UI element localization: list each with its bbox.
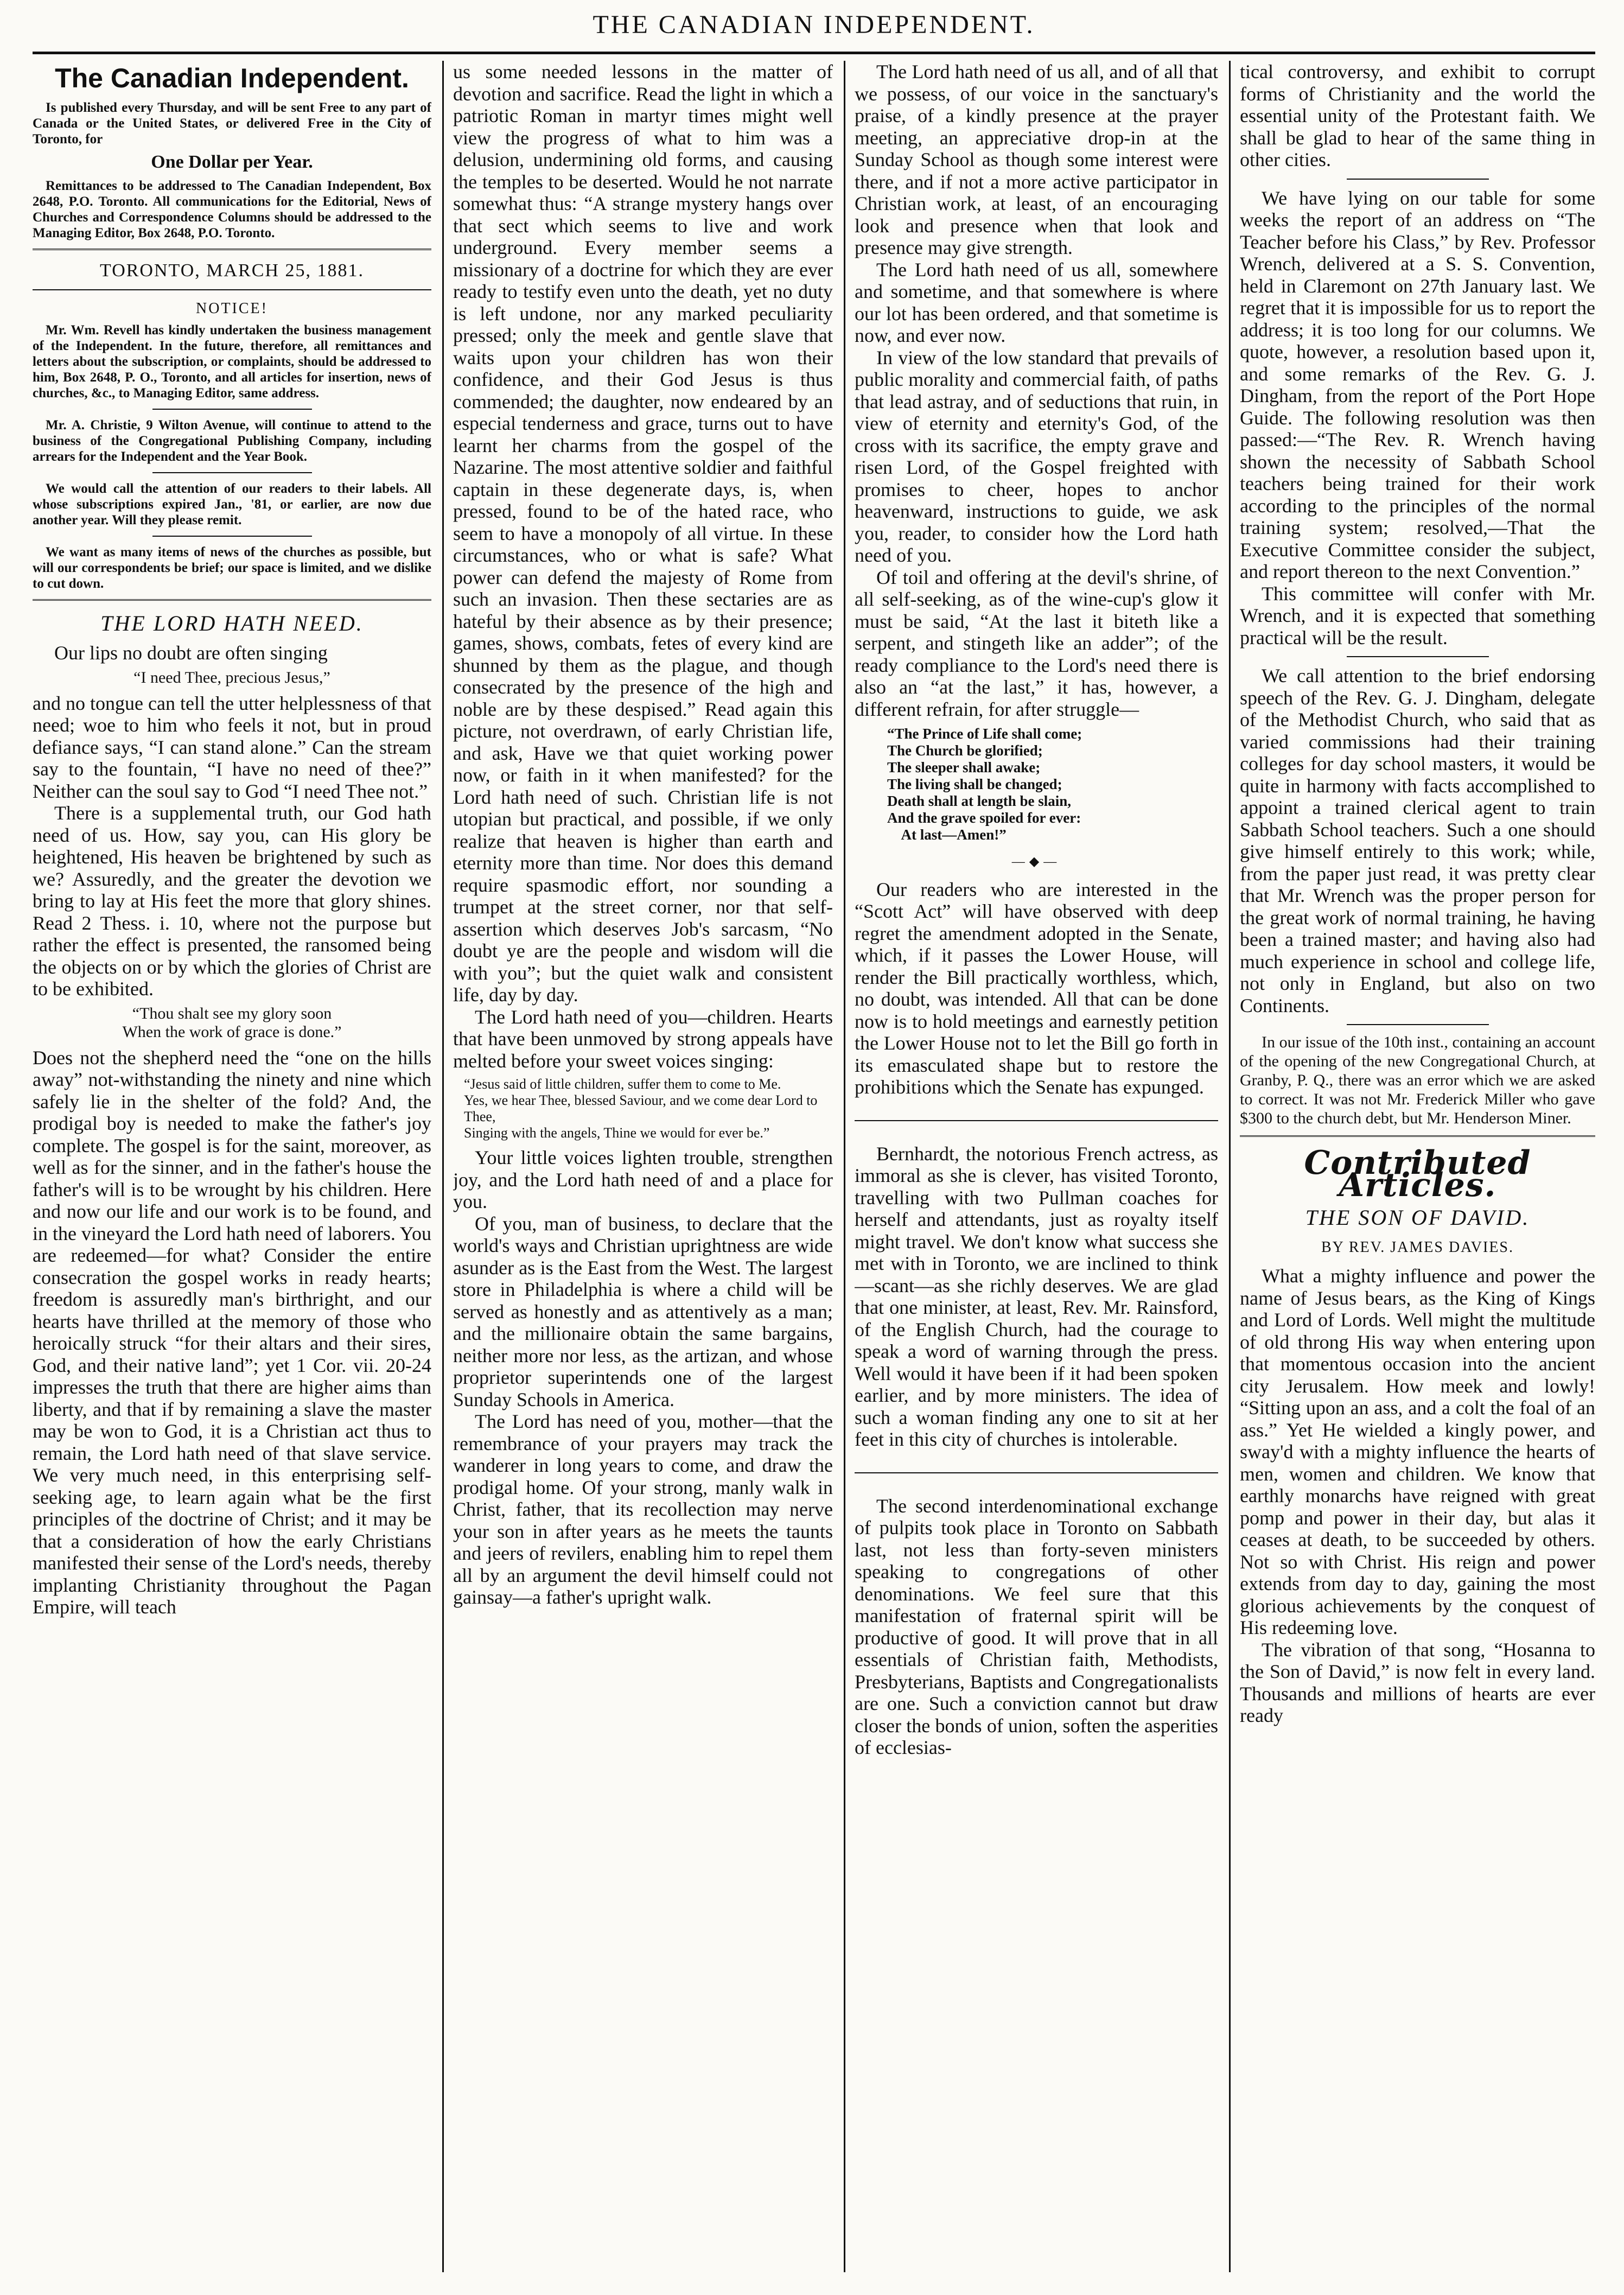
column-rule: [442, 61, 444, 2272]
paragraph: In view of the low standard that prevails of public morality and commercial faith, of paths that lead astray, and of seductions that ruin, in view of eternity and eternity's God, of the cross with its sacrifice, the empty grave and risen Lord, of the Gospel freighted with promises to cheer, hopes to anchor heavenward, instructions to guide, we ask you, reader, to consider how the Lord hath need of you.: [855, 346, 1218, 566]
poem-line: The sleeper shall awake;: [887, 759, 1041, 775]
divider: [152, 472, 312, 473]
remittance-info: Remittances to be addressed to The Canadian Independent, Box 2648, P.O. Toronto. All communications for the Editorial, News of Churches and Correspondence Columns should be addressed to the Managing Editor, Box 2648, P.O. Toronto.: [33, 178, 431, 240]
poem: [887, 726, 1218, 843]
column-rule: [844, 61, 845, 2272]
paragraph: tical controversy, and exhibit to corrupt forms of Christianity and the world the essential unity of the Protestant faith. We shall be glad to hear of the same thing in other cities.: [1240, 61, 1595, 170]
column-rule: [1229, 61, 1231, 2272]
column-1: [33, 61, 431, 2272]
divider: [152, 536, 312, 537]
paragraph: The Lord hath need of you—children. Hearts that have been unmoved by strong appeals have melted before your sweet voices singing:: [453, 1006, 833, 1072]
poem-line: “The Prince of Life shall come;: [887, 726, 1082, 742]
poem-line: And the grave spoiled for ever:: [887, 810, 1081, 826]
divider: [33, 249, 431, 252]
paragraph: Of you, man of business, to declare that the world's ways and Christian uprightness are wide asunder as is the East from the West. The largest store in Philadelphia is where a child will be served as honestly and as attentively as a man; and the millionaire obtain the same bargains, neither more nor less, as the artizan, and whose proprietor superintends one of the largest Sunday Schools in America.: [453, 1212, 833, 1410]
column-4: [1240, 61, 1595, 2272]
paragraph: The Lord hath need of us all, and of all that we possess, of our voice in the sanctuary's praise, of a kindly presence at the prayer meeting, an appreciative drop-in at the Sunday School as though some interest were there, and if not a more active participator in Christian work, at least, of an encouraging look and presence when that look and presence may give strength.: [855, 61, 1218, 258]
subscription-price: One Dollar per Year.: [151, 152, 313, 172]
verse-quote: When the work of grace is done.”: [122, 1022, 342, 1041]
notice-revell: Mr. Wm. Revell has kindly undertaken the business management of the Independent. In the future, therefore, all remittances and letters about the subscription, or complaints, should be addressed to him, Box 2648, P. O., Toronto, and all articles for insertion, news of churches, &c., to Managing Editor, same address.: [33, 322, 431, 400]
divider: [33, 599, 431, 603]
paragraph: There is a supplemental truth, our God hath need of us. How, say you, can His glory be heightened, His heaven be brightened by such as we? Assuredly, and the greater the devotion we bring to lay at His feet the more that glory shines. Read 2 Thess. i. 10, where not the purpose but rather the effect is presented, the ransomed being the objects on or by which the glories of Christ are to be exhibited.: [33, 802, 431, 1000]
divider: [33, 289, 431, 290]
column-2: [453, 61, 833, 2272]
paragraph: Of toil and offering at the devil's shrine, of all self-seeking, as of the wine-cup's glow it must be said, “At the last it biteth like a serpent, and stingeth like an adder”; of the ready compliance to the Lord's need there is also an “at the last,” it has, however, a different refrain, for after struggle—: [855, 566, 1218, 720]
masthead-rule: [33, 52, 1595, 54]
correction-notice: In our issue of the 10th inst., containing an account of the opening of the new Congregational Church, at Granby, P. Q., there was an error which we are asked to correct. It was not Mr. Frederick Miller who gave $300 to the church debt, but Mr. Henderson Miner.: [1240, 1033, 1595, 1127]
notice-labels: We would call the attention of our readers to their labels. All whose subscriptions expired Jan., '81, or earlier, are now due another year. Will they please remit.: [33, 481, 431, 527]
section-heading: Contributed Articles.: [1304, 1144, 1531, 1204]
divider: [1347, 1024, 1489, 1025]
poem-line: The living shall be changed;: [887, 776, 1062, 792]
column-3: [855, 61, 1218, 2272]
paragraph-pulpit-exchange: The second interdenominational exchange of pulpits took place in Toronto on Sabbath last, not less than forty-seven ministers speaking to congregations of other denominations. We feel sure that this manifestation of fraternal spirit will be productive of good. It will prove that in all essentials of Christian faith, Methodists, Presbyterians, Baptists and Congregationalists are one. Such a conviction cannot but draw closer the bonds of union, soften the asperities of ecclesias-: [855, 1495, 1218, 1758]
divider: [152, 409, 312, 410]
paragraph-bernhardt: Bernhardt, the notorious French actress, as immoral as she is clever, has visited Toronto, travelling with two Pullman coaches for herself and attendants, just as royalty itself might travel. We don't know what success she met with in Toronto, we are inclined to think—scant—as she richly deserves. We are glad that one minister, at least, Rev. Mr. Rainsford, of the English Church, had the courage to speak a word of warning through the press. Well would it have been if it had been spoken earlier, and by more ministers. The idea of such a woman finding any one to sit at her feet in this city of churches is intolerable.: [855, 1142, 1218, 1450]
verse-quote: “Thou shalt see my glory soon: [132, 1004, 332, 1022]
paragraph: We have lying on our table for some weeks the report of an address on “The Teacher before his Class,” by Rev. Professor Wrench, delivered at a S. S. Convention, held in Claremont on 27th January last. We regret that it is impossible for us to report the address; it is too long for our columns. We quote, however, a resolution based upon it, and some remarks of the Rev. G. J. Dingham, from the report of the Port Hope Guide. The following resolution was then passed:—“The Rev. R. Wrench having shown the necessity of Sabbath School teachers being trained for their work according to the principles of the normal training system; resolved,—That the Executive Committee consider the subject, and report thereon to the next Convention.”: [1240, 187, 1595, 582]
paragraph: The vibration of that song, “Hosanna to the Son of David,” is now felt in every land. Thousands and millions of hearts are ever ready: [1240, 1638, 1595, 1726]
divider: [855, 1472, 1218, 1473]
divider: [1347, 179, 1489, 180]
paragraph: We call attention to the brief endorsing speech of the Rev. G. J. Dingham, delegate of the Methodist Church, who said that as varied commissions had their training colleges for day school masters, it would be quite in harmony with facts accomplished to appoint a trained clerical agent to train Sabbath School teachers. Such a one should give himself entirely to this work; while, from the paper just read, it was pretty clear that Mr. Wrench was the proper person for the great work of normal training, he having been a trained master; and having also had much experience in school and college life, not only in England, but also on two Continents.: [1240, 665, 1595, 1016]
publication-title: The Canadian Independent.: [55, 63, 409, 93]
dateline: TORONTO, MARCH 25, 1881.: [100, 260, 364, 281]
notice-christie: Mr. A. Christie, 9 Wilton Avenue, will continue to attend to the business of the Congregational Publishing Company, including arrears for the Independent and the Year Book.: [33, 417, 431, 464]
byline: BY REV. JAMES DAVIES.: [1321, 1238, 1514, 1256]
hymn-verse: “Jesus said of little children, suffer them to come to Me. Yes, we hear Thee, blessed Saviour, and we come dear Lord to Thee, Singing with the angels, Thine we would for ever be.”: [464, 1076, 818, 1141]
paragraph: What a mighty influence and power the name of Jesus bears, as the King of Kings and Lord of Lords. Well might the multitude of old throng His way when entering upon that momentous occasion into the ancient city Jerusalem. How meek and lowly! “Sitting upon an ass, and a colt the foal of an ass.” Yet He wielded a kingly power, and sway'd with a mighty influence the hearts of men, women and children. We know that earthly monarchs have reigned with great pomp and power in their day, but alas it ceases at death, to be succeeded by others. Not so with Christ. His reign and power extends from day to day, gaining the most glorious achievements by the conquest of His redeeming love.: [1240, 1265, 1595, 1638]
divider: [1347, 656, 1489, 657]
verse-quote: “I need Thee, precious Jesus,”: [133, 668, 330, 686]
ornament-divider: —◆—: [1011, 855, 1061, 869]
notice-heading: NOTICE!: [196, 300, 268, 317]
paragraph: The Lord has need of you, mother—that the remembrance of your prayers may track the wanderer in long years to come, and draw the prodigal home. Of your strong, manly walk in Christ, father, that its recollection may nerve your son in after years as he meets the taunts and jeers of revilers, enabling him to repel them all by an argument the devil himself could not gainsay—a father's upright walk.: [453, 1410, 833, 1608]
paragraph: Does not the shepherd need the “one on the hills away” not-withstanding the ninety and nine which safely lie in the shelter of the fold? And, the prodigal boy is needed to make the father's joy complete. The gospel is for the saint, moreover, as well as for the sinner, and in the father's house the father's will is to be wrought by his children. Here and now our life and our work is to be found, and in the vineyard the Lord hath need of laborers. You are redeemed—for what? Consider the entire consecration the gospel works in ready hearts; freedom is assuredly man's birthright, and our hearts have thrilled at the memory of those who heroically struck “for their altars and their sires, God, and their native land”; yet 1 Cor. vii. 20-24 impresses the truth that there are higher aims than liberty, and that if by remaining a slave the master may be won to God, it is a Christian act thus to remain, the Lord hath need of that slave service. We very much need, in this enterprising self-seeking age, to learn again what be the first principles of the doctrine of Christ; and it may be that a consideration of how the early Christians manifested their sense of the Lord's needs, thereby implanting Christianity throughout the Pagan Empire, will teach: [33, 1046, 431, 1618]
poem-line: The Church be glorified;: [887, 742, 1043, 759]
paragraph: us some needed lessons in the matter of devotion and sacrifice. Read the light in which a patriotic Roman in martyr times might well view the progress of what to him was a delusion, undermining old forms, and causing the temples to be deserted. Would he not narrate somewhat thus: “A strange mystery hangs over that sect which seems to live and work underground. Every member seems a missionary of a doctrine for which they are ever ready to testify even unto the death, yet no duty is left undone, nor any marked peculiarity pressed; only the meek and gentle slave that waits upon your children has won their confidence, and their God Jesus is thus commended; the daughter, now endeared by an especial tenderness and grace, turns out to have learnt her charms from the gospel of the Nazarine. The most attentive soldier and faithful captain in these degenerate days, is, when pressed, found to be of the hated race, who seem to have a monopoly of all virtue. In these circumstances, who or what is safe? What power can defend the majesty of Rome from such an invasion. Then these sectaries are as hateful by their absence as by their presence; games, shows, combats, fetes of every kind are shunned by them as the plague, and though consecrated by the presence of the high and noble are by these despised.” Read again this picture, not overdrawn, of early Christian life, and ask, Have we that quiet working power now, or faith in it when manifested? for the Lord hath need of such. Christian life is not utopian but practical, and possible, if we only realize that heaven is higher than earth and eternity more than time. Nor does this demand require spasmodic effort, nor sounding a trumpet at the street corner, nor that self-assertion which deserves Job's sarcasm, “No doubt ye are the people and wisdom will die with you”; but the quiet walk and consistent life, day by day.: [453, 61, 833, 1006]
article-title: THE LORD HATH NEED.: [100, 611, 364, 635]
article-title: THE SON OF DAVID.: [1305, 1205, 1530, 1230]
paragraph: Our lips no doubt are often singing: [54, 642, 328, 664]
poem-line: At last—Amen!”: [887, 827, 1007, 843]
notice-news: We want as many items of news of the churches as possible, but will our correspondents be brief; our space is limited, and we dislike to cut down.: [33, 544, 431, 591]
paragraph: The Lord hath need of us all, somewhere and sometime, and that somewhere is where our lot has been ordered, and that sometime is now, and ever now.: [855, 258, 1218, 346]
paragraph: This committee will confer with Mr. Wrench, and it is expected that something practical will be the result.: [1240, 582, 1595, 649]
poem-line: Death shall at length be slain,: [887, 793, 1072, 809]
paragraph: Your little voices lighten trouble, strengthen joy, and the Lord hath need of and a place for you.: [453, 1147, 833, 1212]
divider: [1240, 1135, 1595, 1139]
masthead: THE CANADIAN INDEPENDENT.: [593, 10, 1035, 39]
publication-info: Is published every Thursday, and will be sent Free to any part of Canada or the United States, or delivered Free in the City of Toronto, for: [33, 100, 431, 147]
paragraph: and no tongue can tell the utter helplessness of that need; woe to him who feels it not, but in proud defiance says, “I can stand alone.” Can the stream say to the fountain, “I have no need of thee?” Neither can the soul say to God “I need Thee not.”: [33, 692, 431, 802]
divider: [855, 1120, 1218, 1121]
paragraph-scott-act: Our readers who are interested in the “Scott Act” will have observed with deep regret the amendment adopted in the Senate, which, if it passes the Lower House, will render the Bill practically worthless, which, no doubt, was intended. All that can be done now is to hold meetings and earnestly petition the Lower House not to let the Bill go forth in its emasculated shape but to restore the prohibitions which the Senate has expunged.: [855, 878, 1218, 1098]
